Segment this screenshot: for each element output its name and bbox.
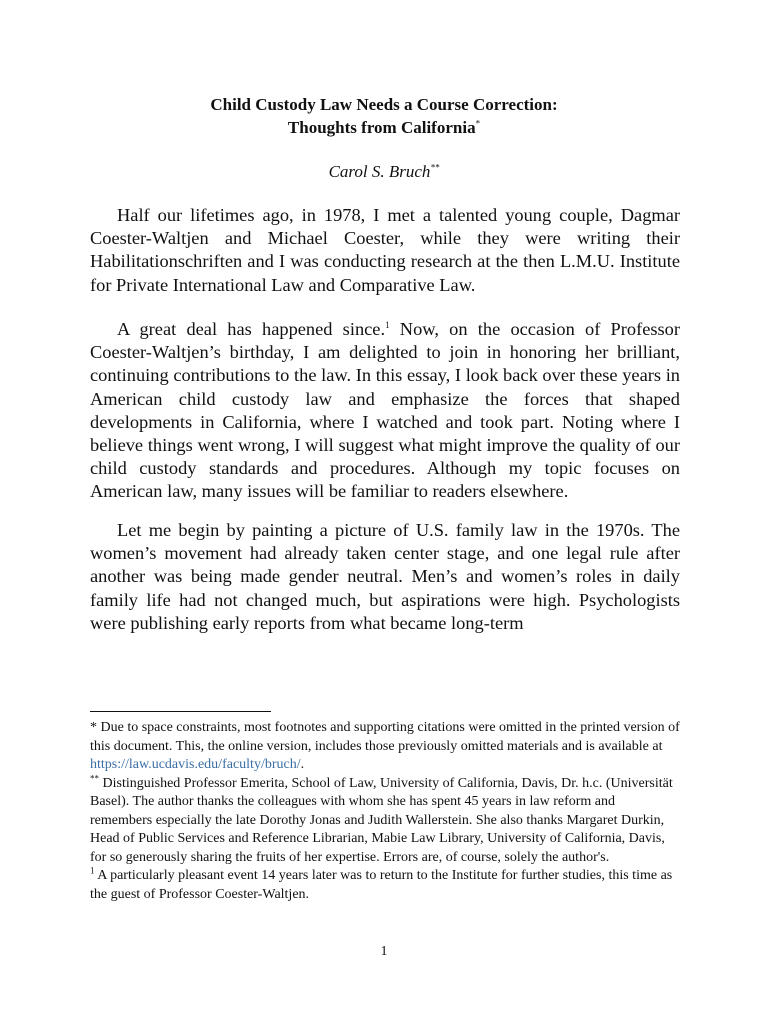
- document-title-line2: [0, 116, 768, 139]
- paragraph-2-text-rest: Now, on the occasion of Professor Coester-Waltjen’s birthday, I am delighted to join in honoring her brilliant, continuing contributions to the law. In this essay, I look back over these years in American child custody law and emphasize the forces that shaped developments in California, where I watched and took part. Noting where I believe things went wrong, I will suggest what might improve the quality of our child custody standards and procedures. Although my topic focuses on American law, many issues will be familiar to readers elsewhere.: [90, 319, 680, 502]
- footnote-1-marker: 1: [90, 865, 95, 876]
- footnote-double-star-marker: **: [90, 772, 99, 783]
- footnote-ref-1[interactable]: 1: [385, 319, 390, 330]
- footnote-divider: [90, 711, 271, 712]
- author-line: [0, 161, 768, 183]
- footnote-1: [90, 867, 680, 904]
- footnote-star-end: .: [300, 757, 305, 772]
- title-footnote-marker: *: [475, 118, 481, 129]
- body-paragraph-3: Let me begin by painting a picture of U.S. family law in the 1970s. The women’s movement had already taken center stage, and one legal rule after another was being made gender neutral. Men’s and women’s roles in daily family life had not changed much, but aspirations were high. Psychologists were publishing early reports from what became long-term: [90, 520, 680, 633]
- footnotes-section: [90, 719, 680, 904]
- footnote-1-text: A particularly pleasant event 14 years later was to return to the Institute for further studies, this time as the guest of Professor Coester-Waltjen.: [90, 868, 673, 902]
- document-title-line1: [0, 93, 768, 116]
- online-version-link[interactable]: https://law.ucdavis.edu/faculty/bruch/: [90, 757, 301, 772]
- footnote-star: [90, 719, 680, 775]
- author-name: Carol S. Bruch: [328, 162, 431, 181]
- footnote-star-marker: *: [90, 720, 97, 735]
- author-footnote-marker: **: [430, 162, 440, 173]
- page-number: 1: [380, 944, 388, 959]
- body-paragraph-2: [90, 318, 680, 504]
- body-paragraph-1: Half our lifetimes ago, in 1978, I met a talented young couple, Dagmar Coester-Waltjen and Michael Coester, while they were writing their Habilitationschriften and I was conducting research at the then L.M.U. Institute for Private International Law and Comparative Law.: [90, 205, 680, 295]
- footnote-double-star: [90, 772, 680, 868]
- footnote-double-star-text: Distinguished Professor Emerita, School of Law, University of California, Davis, Dr. h.c. (Universität Basel). The author thanks the colleagues with whom she has spent 45 years in law reform and remembers especially the late Dorothy Jonas and Judith Wallerstein. She also thanks Margaret Durkin, Head of Public Services and Reference Librarian, Mabie Law Library, University of California, Davis, for so generously sharing the fruits of her expertise. Errors are, of course, solely the author's.: [90, 775, 673, 865]
- footnote-star-text: Due to space constraints, most footnotes and supporting citations were omitted in the printed version of this document. This, the online version, includes those previously omitted materials and is available at: [90, 720, 680, 754]
- paragraph-2-text-start: A great deal has happened since.: [117, 319, 386, 339]
- title-text-line2: Thoughts from California: [287, 118, 476, 137]
- title-text-line1: Child Custody Law Needs a Course Correction:: [210, 95, 558, 114]
